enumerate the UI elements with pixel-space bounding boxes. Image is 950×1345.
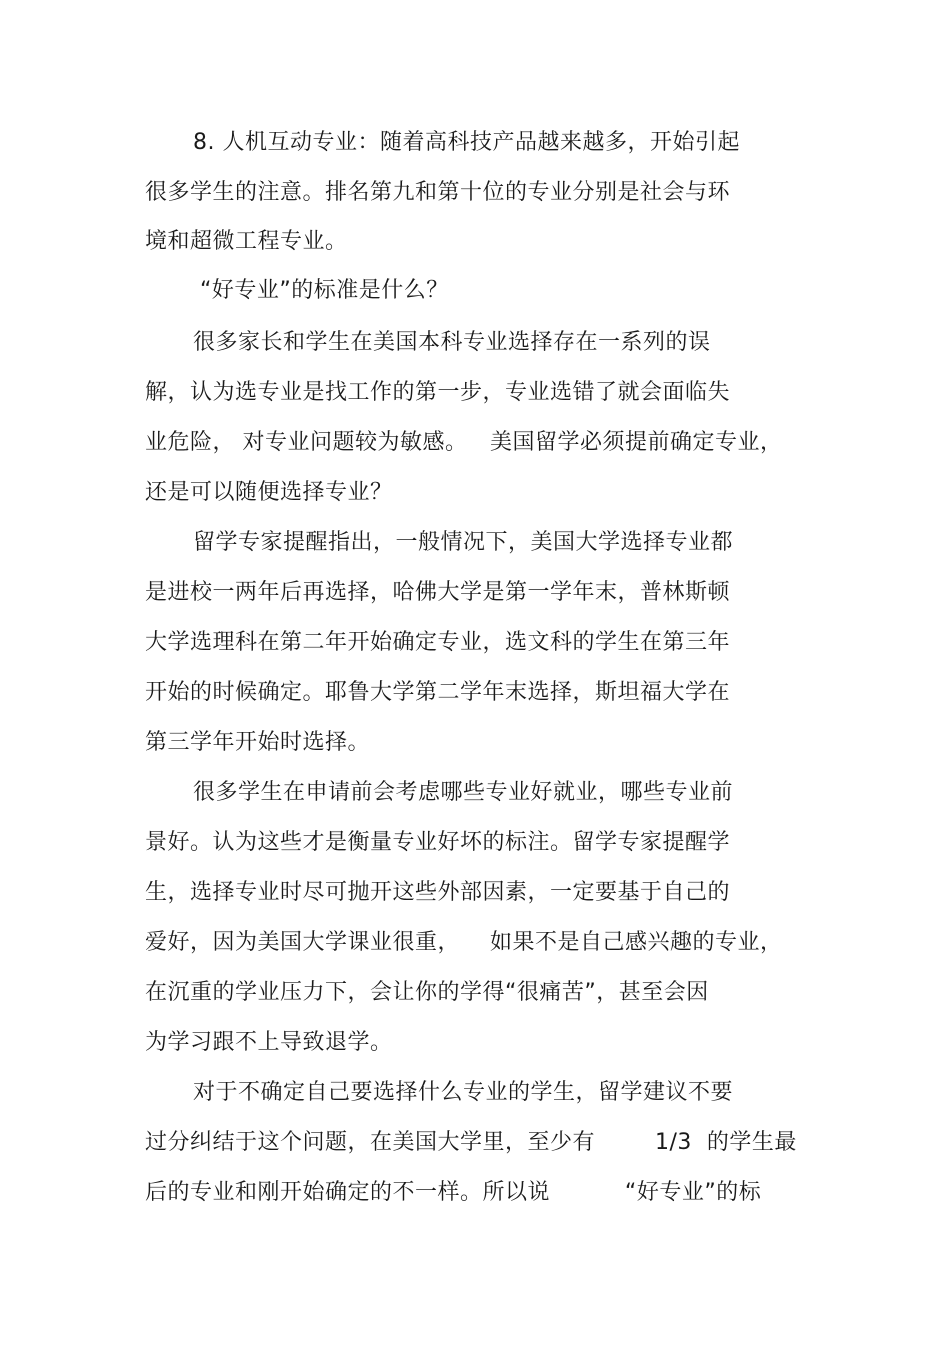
paragraph-line: 爱好，因为美国大学课业很重， 如果不是自己感兴趣的专业， [145,930,783,955]
paragraph-line: 大学选理科在第二年开始确定专业，选文科的学生在第三年 [145,630,731,655]
paragraph-line: 很多学生的注意。排名第九和第十位的专业分别是社会与环 [145,180,731,205]
paragraph-line: 还是可以随便选择专业？ [145,480,393,505]
paragraph-line: 业危险， 对专业问题较为敏感。 美国留学必须提前确定专业， [145,430,783,455]
paragraph-line: 留学专家提醒指出，一般情况下，美国大学选择专业都 [193,530,734,555]
paragraph-line: 8. 人机互动专业：随着高科技产品越来越多，开始引起 [193,130,740,155]
paragraph-line: 很多家长和学生在美国本科专业选择存在一系列的误 [193,330,711,355]
paragraph-line: 在沉重的学业压力下，会让你的学得“很痛苦”，甚至会因 [145,980,709,1005]
paragraph-line: 很多学生在申请前会考虑哪些专业好就业，哪些专业前 [193,780,734,805]
paragraph-line: 开始的时候确定。耶鲁大学第二学年末选择，斯坦福大学在 [145,680,731,705]
paragraph-line: 生，选择专业时尽可抛开这些外部因素，一定要基于自己的 [145,880,731,905]
paragraph-line: 解，认为选专业是找工作的第一步，专业选错了就会面临失 [145,380,731,405]
paragraph-line: 是进校一两年后再选择，哈佛大学是第一学年末，普林斯顿 [145,580,731,605]
paragraph-line: 景好。认为这些才是衡量专业好坏的标注。留学专家提醒学 [145,830,731,855]
paragraph-line: 第三学年开始时选择。 [145,730,371,755]
section-heading: “好专业”的标准是什么？ [200,278,449,303]
paragraph-line: 为学习跟不上导致退学。 [145,1030,393,1055]
paragraph-line: 过分纠结于这个问题，在美国大学里，至少有 1/3 的学生最 [145,1130,797,1155]
paragraph-line: 境和超微工程专业。 [145,229,348,254]
paragraph-line: 对于不确定自己要选择什么专业的学生，留学建议不要 [193,1080,734,1105]
paragraph-line: 后的专业和刚开始确定的不一样。所以说 “好专业”的标 [145,1180,762,1205]
